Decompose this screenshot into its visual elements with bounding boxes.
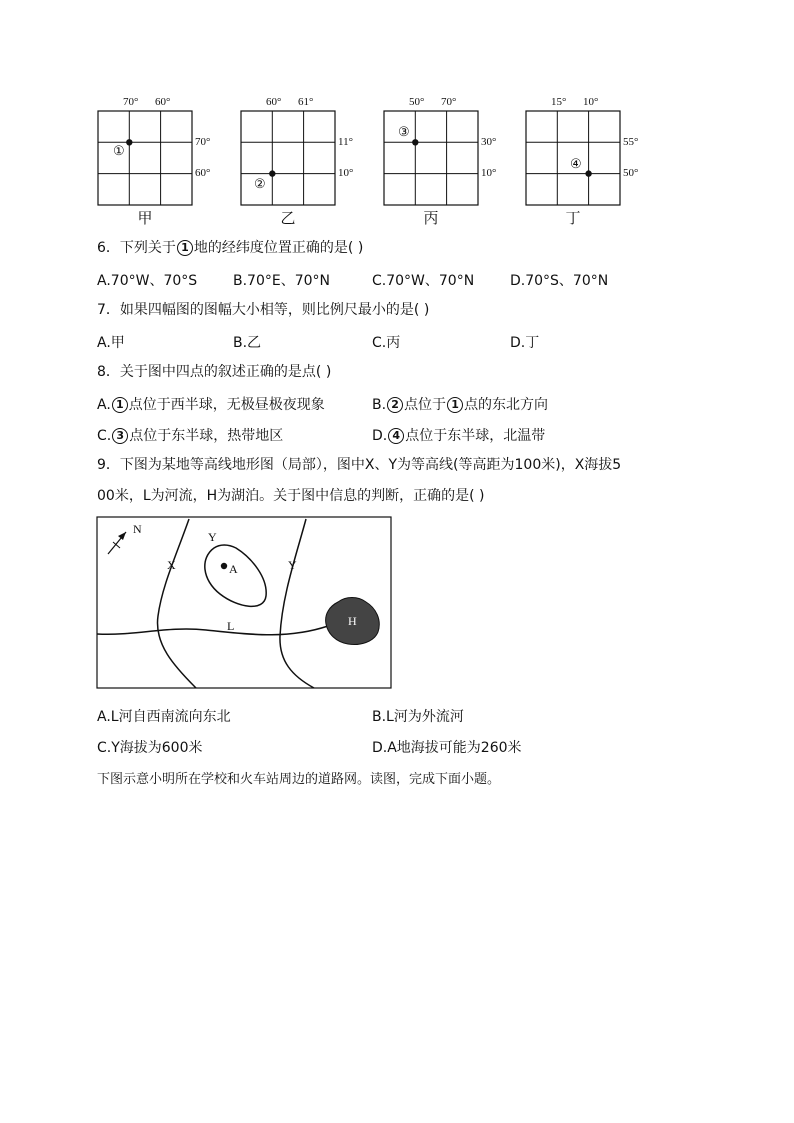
river-label-l: L [227,619,235,633]
question-9-stem-line-2: 00米，L为河流，H为湖泊。关于图中信息的判断，正确的是( ) [97,488,485,504]
q6-option-a[interactable]: A.70°W、70°S [97,273,198,289]
q6-option-b[interactable]: B.70°E、70°N [233,273,331,289]
q8-option-d[interactable]: D. 4 点位于东半球，北温带 [372,428,546,444]
circled-number: 3 [112,428,128,444]
top-label: 10° [583,96,599,108]
top-label: 70° [441,96,457,108]
q8-option-b[interactable]: B. 2 点位于 1 点的东北方向 [372,397,549,413]
right-label: 10° [481,167,497,179]
lat-lon-grid [97,110,197,210]
q7-option-d[interactable]: D.丁 [510,335,540,351]
circled-number: 1 [177,240,193,256]
q9-option-d[interactable]: D.A地海拔可能为260米 [372,740,522,756]
lat-lon-grid [240,110,340,210]
question-7-stem: 7．如果四幅图的图幅大小相等，则比例尺最小的是( ) [97,302,430,318]
q7-option-b[interactable]: B.乙 [233,335,262,351]
q7-option-a[interactable]: A.甲 [97,335,125,351]
point-a-label: A [229,562,238,576]
point-marker: ① [113,143,125,158]
lake-label-h: H [348,614,357,628]
contour-label-x: X [167,558,176,572]
circled-number: 2 [387,397,403,413]
contour-label-y: Y [288,558,297,572]
q8-option-c[interactable]: C. 3 点位于东半球，热带地区 [97,428,284,444]
q9-option-a[interactable]: A.L河自西南流向东北 [97,709,231,725]
right-label: 30° [481,136,497,148]
point-marker: ④ [570,156,582,171]
right-label: 55° [623,136,639,148]
figure-caption: 丙 [423,209,439,227]
top-label: 60° [155,96,171,108]
circled-number: 1 [112,397,128,413]
figure-bing [383,94,543,229]
contour-map-svg [96,516,394,690]
q9-option-c[interactable]: C.Y海拔为600米 [97,740,203,756]
q7-option-c[interactable]: C.丙 [372,335,401,351]
circled-number: 1 [447,397,463,413]
figure-ding [525,94,685,229]
top-label: 60° [266,96,282,108]
question-8-stem: 8．关于图中四点的叙述正确的是点( ) [97,364,332,380]
figure-caption: 乙 [280,209,296,227]
right-label: 70° [195,136,211,148]
q6-option-c[interactable]: C.70°W、70°N [372,273,475,289]
top-label: 50° [409,96,425,108]
right-label: 50° [623,167,639,179]
right-label: 11° [338,136,353,148]
right-label: 60° [195,167,211,179]
figure-jia [97,94,257,229]
contour-label-y: Y [208,530,217,544]
top-label: 61° [298,96,314,108]
q6-option-d[interactable]: D.70°S、70°N [510,273,609,289]
circled-number: 4 [388,428,404,444]
q9-option-b[interactable]: B.L河为外流河 [372,709,464,725]
top-label: 70° [123,96,139,108]
figure-caption: 丁 [565,209,581,227]
point-marker: ② [254,176,266,191]
question-6-stem: 6．下列关于 1 地的经纬度位置正确的是( ) [97,240,364,256]
right-label: 10° [338,167,354,179]
figure-yi [240,94,400,229]
q8-option-a[interactable]: A. 1 点位于西半球，无极昼极夜现象 [97,397,325,413]
section-intro: 下图示意小明所在学校和火车站周边的道路网。读图，完成下面小题。 [97,772,501,787]
question-9-stem-line-1: 9．下图为某地等高线地形图（局部），图中X、Y为等高线(等高距为100米)，X海拔5 [97,457,622,473]
north-label: N [133,522,142,536]
top-label: 15° [551,96,567,108]
point-marker: ③ [398,124,410,139]
figure-caption: 甲 [137,209,153,227]
contour-map [96,516,394,690]
